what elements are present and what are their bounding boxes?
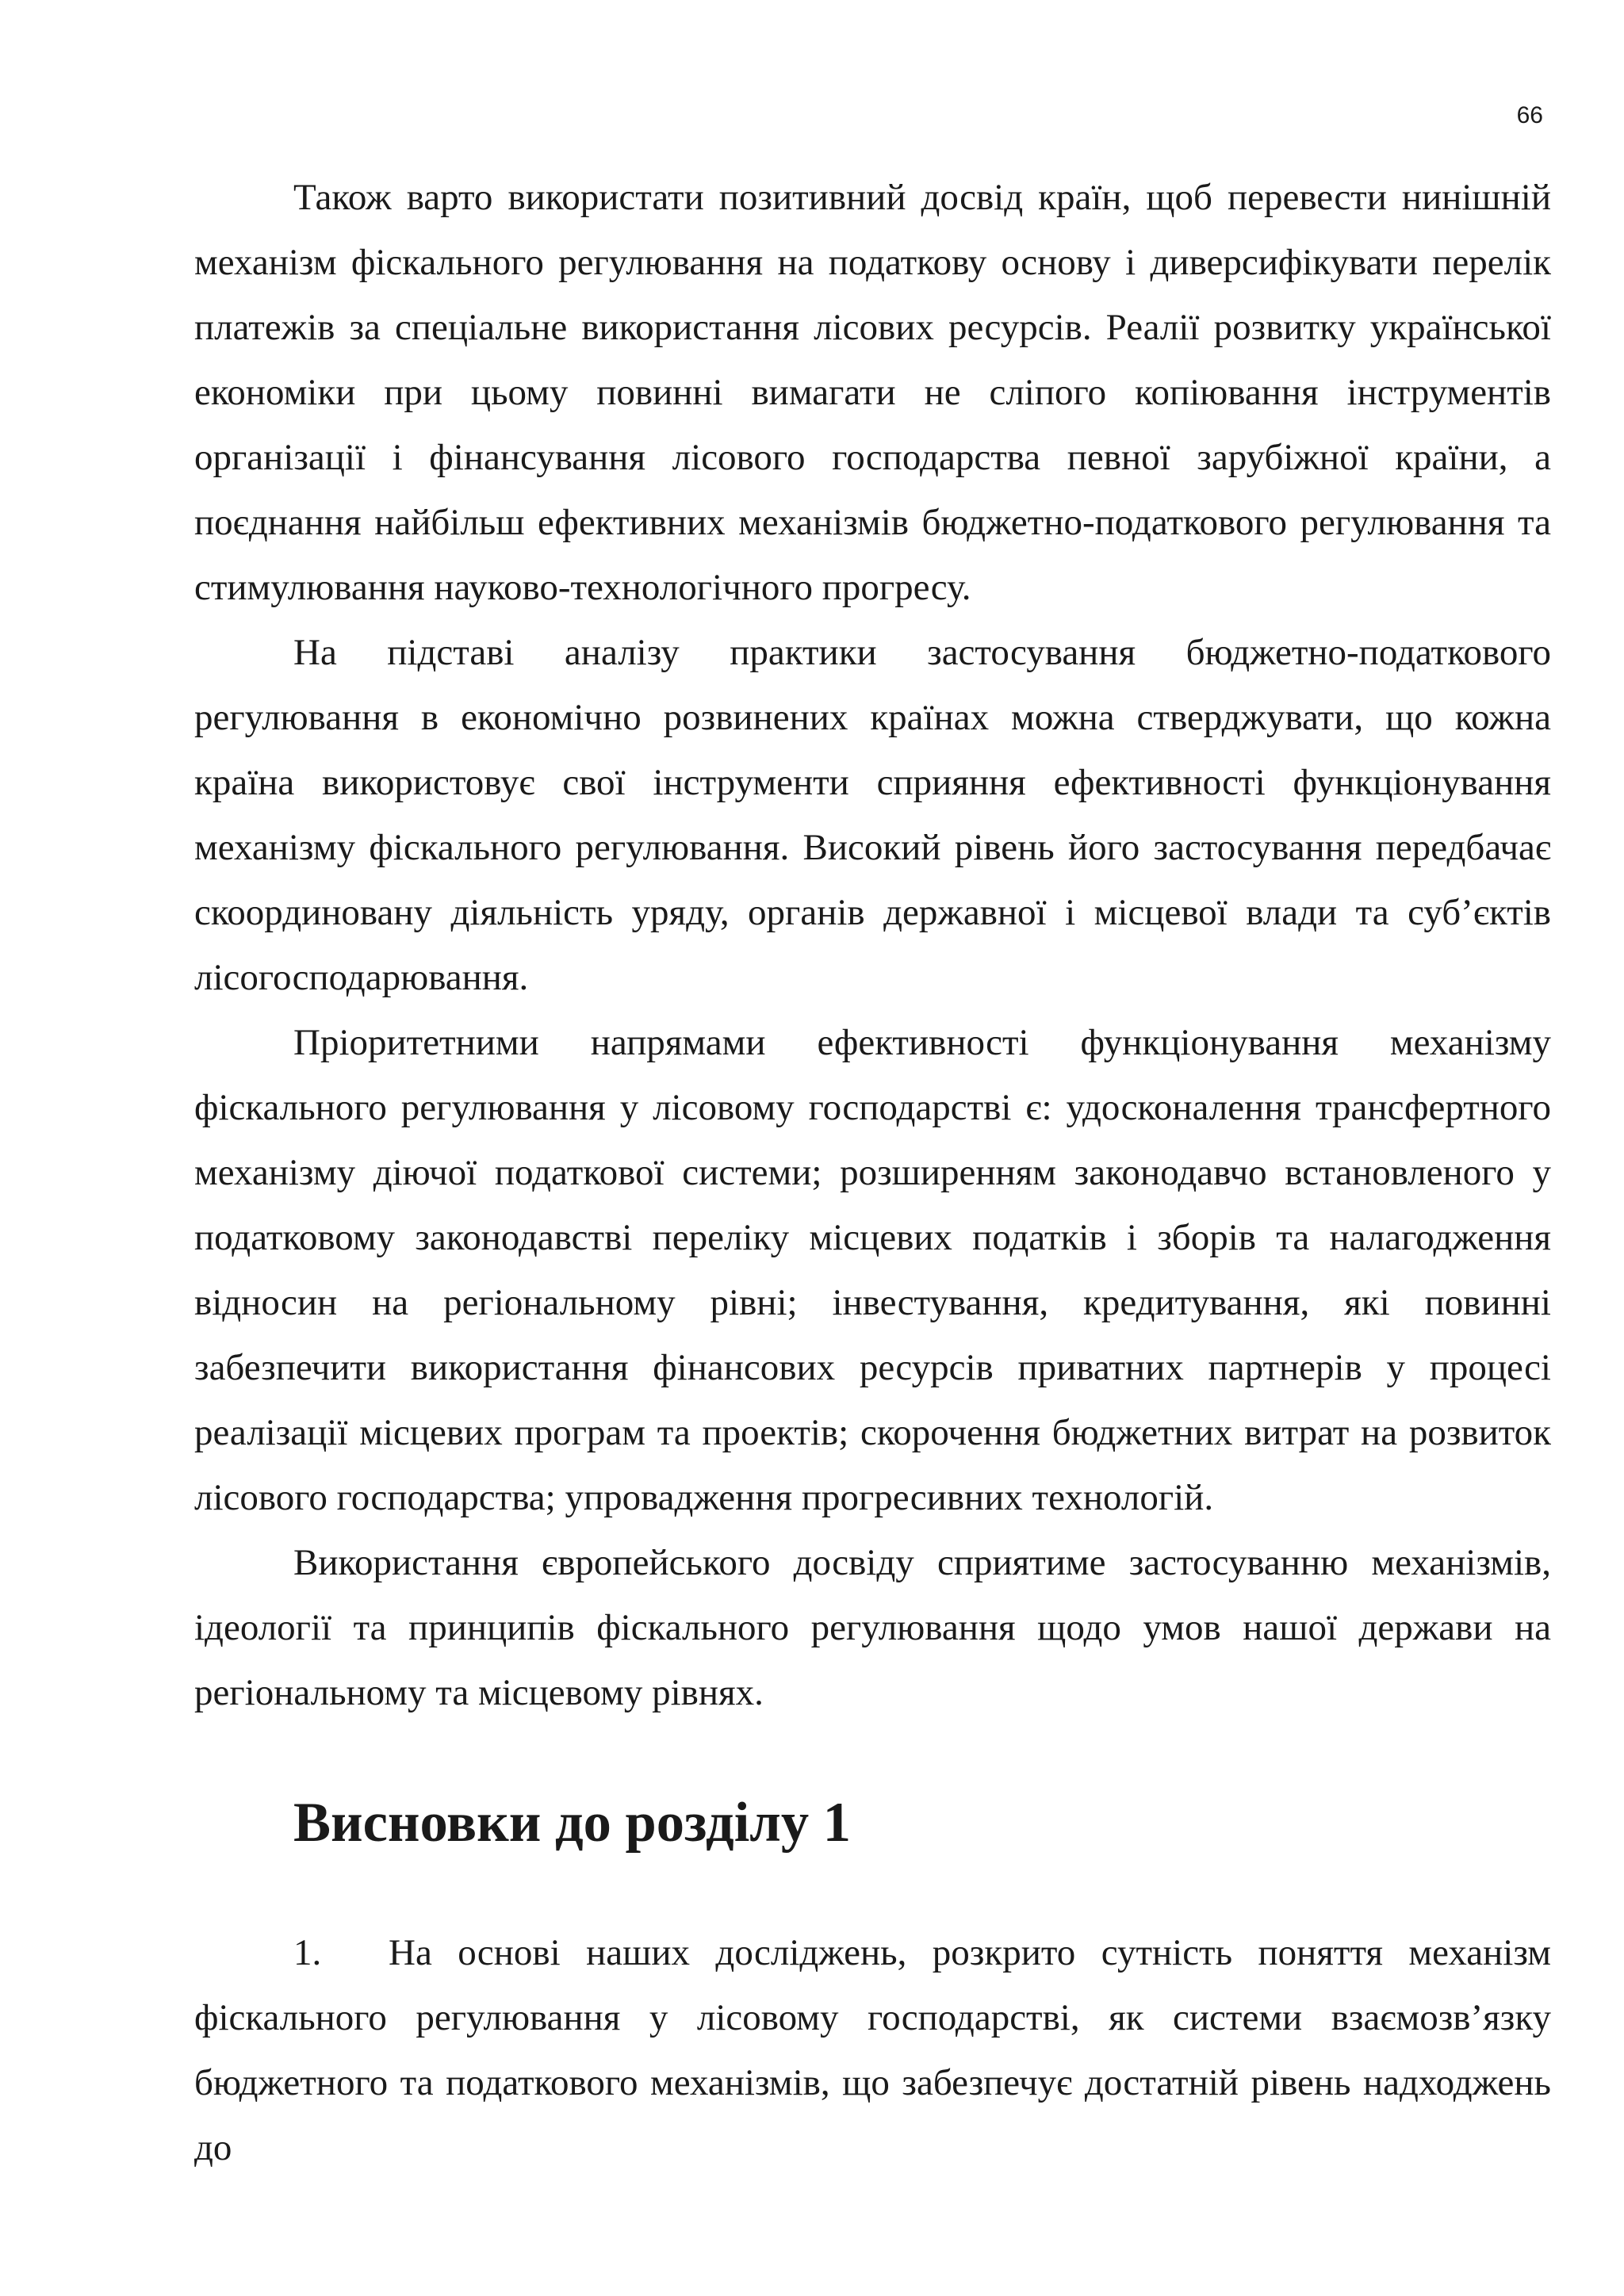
conclusion-item-1	[194, 1920, 1551, 2180]
section-heading: Висновки до розділу 1	[293, 1792, 851, 1854]
document-body	[194, 165, 1551, 2180]
paragraph-4: Використання європейського досвіду сприятиме застосуванню механізмів, ідеології та принципів фіскального регулювання щодо умов нашої держави на регіональному та місцевому рівнях.	[194, 1542, 1551, 1713]
list-item-number: 1.	[293, 1932, 322, 1973]
paragraph-3: Пріоритетними напрямами ефективності функціонування механізму фіскального регулювання у лісовому господарстві є: удосконалення трансфертного механізму діючої податкової системи; розширенням законодавчо встановленого у податковому законодавстві переліку місцевих податків і зборів та налагодження відносин на регіональному рівні; інвестування, кредитування, які повинні забезпечити використання фінансових ресурсів приватних партнерів у процесі реалізації місцевих програм та проектів; скорочення бюджетних витрат на розвиток лісового господарства; упровадження прогресивних технологій.	[194, 1022, 1551, 1518]
paragraph-1: Також варто використати позитивний досвід країн, щоб перевести нинішній механізм фіскального регулювання на податкову основу і диверсифікувати перелік платежів за спеціальне використання лісових ресурсів. Реалії розвитку української економіки при цьому повинні вимагати не сліпого копіювання інструментів організації і фінансування лісового господарства певної зарубіжної країни, а поєднання найбільш ефективних механізмів бюджетно-податкового регулювання та стимулювання науково-технологічного прогресу.	[194, 177, 1551, 608]
list-item-text: На основі наших досліджень, розкрито сутність поняття механізм фіскального регулювання у лісовому господарстві, як системи взаємозв’язку бюджетного та податкового механізмів, що забезпечує достатній рівень надходжень до	[194, 1932, 1551, 2168]
paragraph-2: На підставі аналізу практики застосування бюджетно-податкового регулювання в економічно розвинених країнах можна стверджувати, що кожна країна використовує свої інструменти сприяння ефективності функціонування механізму фіскального регулювання. Високий рівень його застосування передбачає скоординовану діяльність уряду, органів державної і місцевої влади та суб’єктів лісогосподарювання.	[194, 632, 1551, 998]
page-number: 66	[1516, 102, 1543, 128]
